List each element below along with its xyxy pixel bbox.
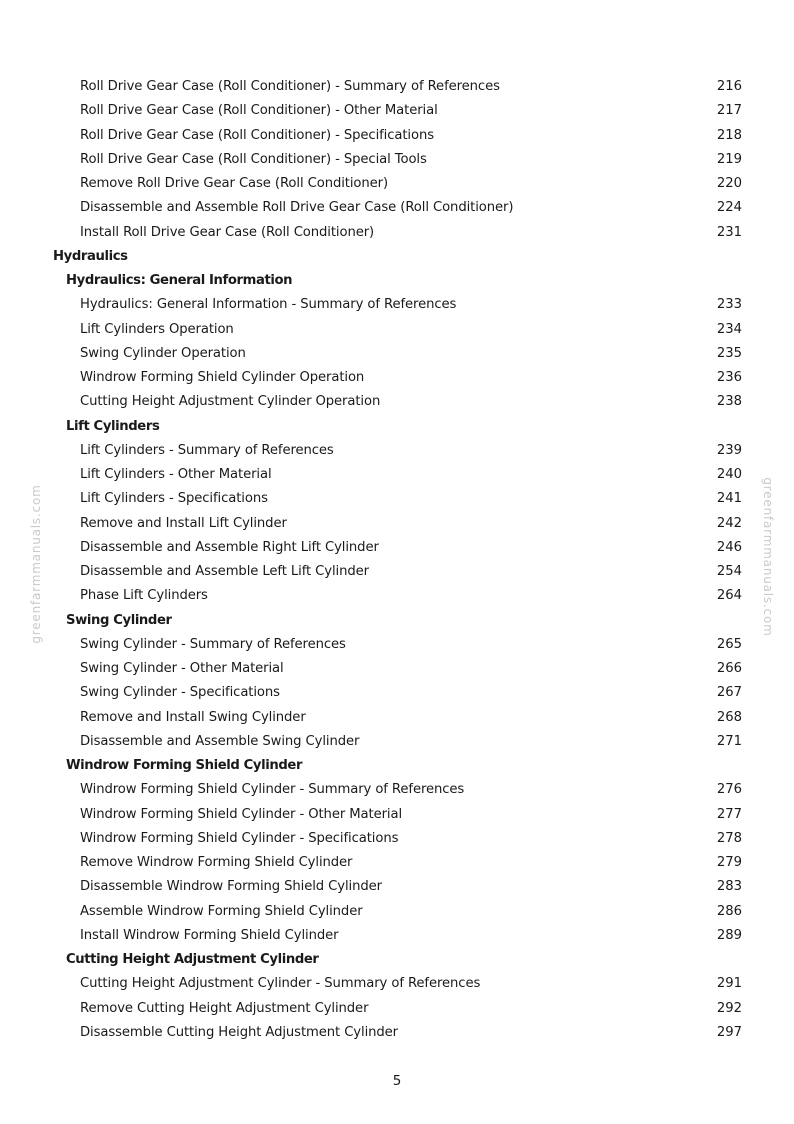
toc-entry-page: 235	[716, 345, 742, 361]
toc-entry-title: Disassemble Windrow Forming Shield Cylinder	[80, 879, 382, 895]
toc-entry[interactable]	[0, 730, 794, 754]
toc-entry-title: Assemble Windrow Forming Shield Cylinder	[80, 903, 363, 919]
toc-section-heading[interactable]	[0, 609, 794, 633]
toc-entry-title: Hydraulics: General Information - Summary of References	[80, 297, 457, 313]
toc-entry[interactable]	[0, 924, 794, 948]
toc-entry-title: Remove Windrow Forming Shield Cylinder	[80, 855, 353, 870]
watermark-left: greenfarmmanuals.com	[29, 484, 43, 644]
toc-entry-title: Lift Cylinders - Other Material	[80, 467, 272, 482]
toc-entry[interactable]	[0, 390, 794, 414]
toc-entry[interactable]	[0, 560, 794, 584]
toc-entry[interactable]	[0, 75, 794, 99]
toc-entry-title: Disassemble and Assemble Left Lift Cylinder	[80, 564, 369, 579]
toc-entry-page: 238	[716, 394, 742, 410]
toc-section-heading[interactable]	[0, 754, 794, 778]
toc-entry-title: Remove and Install Swing Cylinder	[80, 709, 306, 725]
table-of-contents	[0, 75, 794, 1045]
toc-entry[interactable]	[0, 463, 794, 487]
toc-entry-title: Roll Drive Gear Case (Roll Conditioner) - Special Tools	[80, 151, 427, 167]
toc-entry-title: Install Roll Drive Gear Case (Roll Conditioner)	[80, 224, 375, 240]
toc-entry-page: 279	[716, 855, 742, 870]
toc-entry-page: 265	[716, 636, 742, 652]
toc-entry-page: 278	[716, 830, 742, 846]
toc-entry[interactable]	[0, 875, 794, 899]
toc-entry-title: Hydraulics	[53, 248, 128, 264]
toc-entry[interactable]	[0, 633, 794, 657]
toc-entry-title: Disassemble and Assemble Right Lift Cylinder	[80, 539, 379, 555]
toc-entry-title: Phase Lift Cylinders	[80, 588, 208, 604]
toc-entry-title: Disassemble and Assemble Swing Cylinder	[80, 733, 360, 749]
toc-entry[interactable]	[0, 318, 794, 342]
toc-entry[interactable]	[0, 851, 794, 875]
toc-entry-title: Roll Drive Gear Case (Roll Conditioner) - Specifications	[80, 127, 434, 143]
toc-entry[interactable]	[0, 681, 794, 705]
toc-entry[interactable]	[0, 148, 794, 172]
toc-entry-title: Windrow Forming Shield Cylinder - Specifications	[80, 830, 399, 846]
toc-entry-page: 217	[716, 103, 742, 119]
toc-entry-title: Swing Cylinder - Specifications	[80, 685, 280, 701]
toc-entry-title: Install Windrow Forming Shield Cylinder	[80, 927, 339, 943]
toc-entry[interactable]	[0, 657, 794, 681]
toc-entry[interactable]	[0, 997, 794, 1021]
toc-entry-title: Roll Drive Gear Case (Roll Conditioner) - Other Material	[80, 103, 438, 119]
toc-entry[interactable]	[0, 293, 794, 317]
toc-entry-page: 231	[716, 224, 742, 240]
toc-entry[interactable]	[0, 972, 794, 996]
toc-entry-page: 236	[716, 370, 742, 385]
toc-entry-title: Swing Cylinder Operation	[80, 345, 246, 361]
toc-entry-page: 292	[716, 1000, 742, 1016]
toc-entry[interactable]	[0, 584, 794, 608]
toc-entry-title: Remove and Install Lift Cylinder	[80, 515, 287, 531]
toc-entry-page: 216	[716, 79, 742, 94]
toc-entry[interactable]	[0, 342, 794, 366]
toc-entry[interactable]	[0, 803, 794, 827]
toc-entry-page: 239	[716, 442, 742, 458]
toc-entry[interactable]	[0, 1021, 794, 1045]
toc-entry-page: 246	[716, 539, 742, 555]
toc-entry[interactable]	[0, 900, 794, 924]
toc-section-heading[interactable]	[0, 415, 794, 439]
toc-entry-page: 297	[716, 1024, 742, 1040]
toc-entry-page: 268	[716, 709, 742, 725]
toc-entry-title: Swing Cylinder - Other Material	[80, 661, 284, 676]
toc-entry[interactable]	[0, 827, 794, 851]
toc-entry-page: 276	[716, 782, 742, 798]
toc-section-heading[interactable]	[0, 245, 794, 269]
toc-entry-title: Windrow Forming Shield Cylinder Operation	[80, 370, 365, 385]
toc-entry-page: 254	[716, 564, 742, 579]
toc-entry-title: Remove Roll Drive Gear Case (Roll Conditioner)	[80, 176, 389, 191]
toc-entry-title: Lift Cylinders	[66, 418, 160, 434]
toc-entry-title: Lift Cylinders Operation	[80, 321, 234, 337]
toc-entry-page: 266	[716, 661, 742, 676]
toc-section-heading[interactable]	[0, 948, 794, 972]
toc-entry-title: Remove Cutting Height Adjustment Cylinder	[80, 1000, 369, 1016]
toc-entry[interactable]	[0, 221, 794, 245]
toc-entry-page: 233	[716, 297, 742, 313]
toc-entry-title: Windrow Forming Shield Cylinder	[66, 758, 303, 773]
toc-section-heading[interactable]	[0, 269, 794, 293]
toc-entry-title: Windrow Forming Shield Cylinder - Summary of References	[80, 782, 465, 798]
toc-entry-page: 271	[716, 733, 742, 749]
watermark-right: greenfarmmanuals.com	[761, 477, 775, 637]
toc-entry-page: 286	[716, 903, 742, 919]
toc-entry[interactable]	[0, 366, 794, 390]
toc-entry-title: Cutting Height Adjustment Cylinder Operation	[80, 394, 381, 410]
toc-entry-page: 289	[716, 927, 742, 943]
toc-entry[interactable]	[0, 99, 794, 123]
toc-entry-page: 241	[716, 491, 742, 507]
toc-entry-title: Cutting Height Adjustment Cylinder - Summary of References	[80, 976, 481, 992]
toc-entry-page: 234	[716, 321, 742, 337]
toc-entry[interactable]	[0, 487, 794, 511]
toc-entry-page: 240	[716, 467, 742, 482]
toc-entry[interactable]	[0, 124, 794, 148]
toc-entry-page: 220	[716, 176, 742, 191]
toc-entry-title: Lift Cylinders - Specifications	[80, 491, 268, 507]
toc-entry-page: 219	[716, 151, 742, 167]
toc-entry-page: 264	[716, 588, 742, 604]
toc-entry-title: Roll Drive Gear Case (Roll Conditioner) - Summary of References	[80, 79, 500, 94]
toc-entry[interactable]	[0, 536, 794, 560]
toc-entry[interactable]	[0, 512, 794, 536]
toc-entry-page: 283	[716, 879, 742, 895]
toc-entry[interactable]	[0, 439, 794, 463]
toc-entry-title: Disassemble and Assemble Roll Drive Gear Case (Roll Conditioner)	[80, 200, 514, 216]
toc-entry-title: Cutting Height Adjustment Cylinder	[66, 952, 319, 967]
toc-entry-page: 267	[716, 685, 742, 701]
toc-entry-page: 218	[716, 127, 742, 143]
page-number: 5	[392, 1073, 402, 1089]
toc-entry-title: Swing Cylinder	[66, 612, 172, 628]
toc-entry-title: Hydraulics: General Information	[66, 273, 293, 288]
toc-entry-page: 291	[716, 976, 742, 992]
toc-entry-title: Lift Cylinders - Summary of References	[80, 442, 334, 458]
toc-entry-title: Disassemble Cutting Height Adjustment Cylinder	[80, 1024, 398, 1040]
toc-entry[interactable]	[0, 778, 794, 802]
toc-entry[interactable]	[0, 196, 794, 220]
toc-entry-page: 224	[716, 200, 742, 216]
toc-entry-page: 242	[716, 515, 742, 531]
toc-entry[interactable]	[0, 706, 794, 730]
toc-entry[interactable]	[0, 172, 794, 196]
toc-entry-title: Swing Cylinder - Summary of References	[80, 636, 346, 652]
toc-entry-title: Windrow Forming Shield Cylinder - Other Material	[80, 806, 403, 822]
toc-entry-page: 277	[716, 806, 742, 822]
